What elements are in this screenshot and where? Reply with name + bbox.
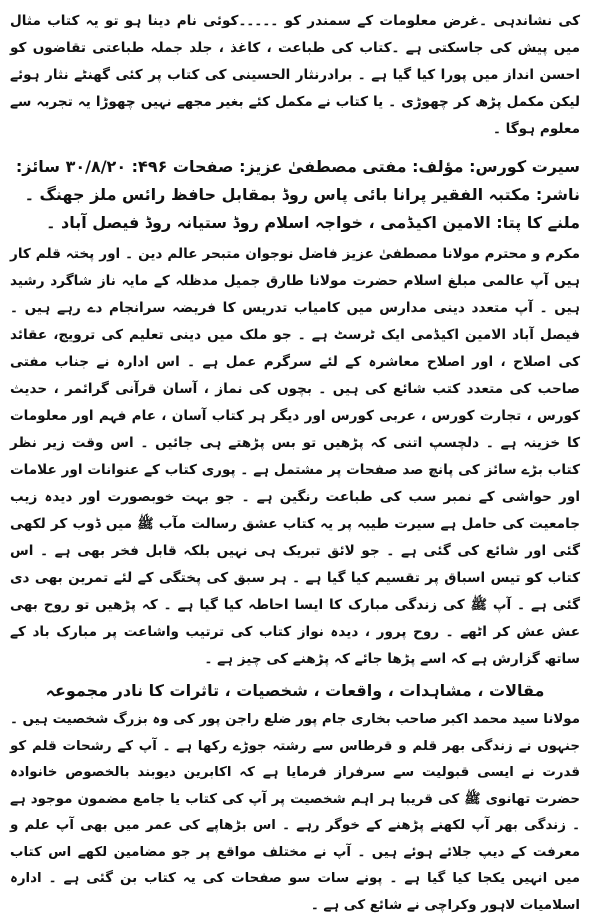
book-title-heading: مقالات ، مشاہدات ، واقعات ، شخصیات ، تاثرات کا نادر مجموعہ: [45, 681, 545, 700]
paragraph-seerat-review: مکرم و محترم مولانا مصطفیٰ عزیز فاضل نوجوان متبحر عالم دین ۔ اور پختہ قلم کار ہیں آپ عالمی مبلغ اسلام حضرت مولانا طارق جمیل مدظلہ کے مایہ ناز شاگرد رشید ہیں ۔ آپ متعدد دینی مدارس میں کامیاب تدریس کا فریضہ سرانجام دے رہے ہیں ۔ فیصل آباد الامین اکیڈمی ایک ٹرسٹ ہے ۔ جو ملک میں دینی تعلیم کی ترویج، عقائد کی اصلاح ، اور اصلاح معاشرہ کے لئے سرگرم عمل ہے ۔ اس ادارہ نے جناب مفتی صاحب کی متعدد کتب شائع کی ہیں ۔ بچوں کی نماز ، آسان قرآنی گرائمر ، حدیث کورس ، تجارت کورس ، عربی کورس اور دیگر ہر کتاب آسان ، عام فہم اور معلومات کا خزینہ ہے ۔ دلچسپ اتنی کہ پڑھیں تو بس پڑھتے ہی جائیں ۔ اس وقت زیر نظر کتاب بڑے سائز کی پانچ صد صفحات پر مشتمل ہے ۔ پوری کتاب کے عنوانات اور علامات اور حواشی کے نمبر سب کی طباعت رنگین ہے ۔ جو بہت خوبصورت اور دیدہ زیب جامعیت کی حامل ہے سیرت طیبہ پر یہ کتاب عشق رسالت مآب ﷺ میں ڈوب کر لکھی گئی اور شائع کی گئی ہے ۔ جو لائق تبریک ہی نہیں بلکہ قابل فخر بھی ہے ۔ اس کتاب کو تیس اسباق پر تقسیم کیا گیا ہے ۔ ہر سبق کی پختگی کے لئے تمرین بھی دی گئی ہے ۔ آپ ﷺ کی زندگی مبارک کا ایسا احاطہ کیا گیا ہے ۔ کہ پڑھیں تو روح بھی عش عش کر اٹھے ۔ روح پرور ، دیدہ نواز کتاب کی ترتیب واشاعت پر مبارک باد کے ساتھ گزارش ہے کہ اسے پڑھا جائے کہ پڑھنے کی چیز ہے ۔: [10, 246, 580, 667]
paragraph-maqalat-review: مولانا سید محمد اکبر صاحب بخاری جام پور ضلع راجن پور کی وہ بزرگ شخصیت ہیں ۔ جنہوں نے زندگی بھر قلم و قرطاس سے رشتہ جوڑے رکھا ہے ۔ آپ کے رشحات قلم کو قدرت نے ایسی قبولیت سے سرفراز فرمایا ہے کہ اکابرین دیوبند بالخصوص خانوادہ حضرت تھانوی ﷺ کی قریبا ہر اہم شخصیت پر آپ کی کتاب یا جامع مضمون موجود ہے ۔ زندگی بھر آپ لکھنے پڑھنے کے خوگر رہے ۔ اس بڑھاپے کی عمر میں بھی آپ علم و معرفت کے دیپ جلائے ہوئے ہیں ۔ آپ نے مختلف مواقع پر جو مضامین لکھے اس کتاب میں انہیں یکجا کیا گیا ہے ۔ پونے سات سو صفحات کی یہ کتاب بن گئی ہے ۔ ادارہ اسلامیات لاہور وکراچی نے شائع کی ہے ۔: [10, 712, 580, 913]
book-info-heading: سیرت کورس: مؤلف: مفتی مصطفیٰ عزیز: صفحات ۴۹۶: ۳۰/۸/۲۰ سائز: ناشر: مکتبہ الفقیر پرانا بائی پاس روڈ بمقابل حافظ رائس ملز جھنگ ۔ ملنے کا پتا: الامین اکیڈمی ، خواجہ اسلام روڈ ستیانہ روڈ فیصل آباد ۔: [15, 157, 580, 232]
paragraph-intro: کی نشاندہی ۔غرض معلومات کے سمندر کو ۔۔۔۔۔کوئی نام دینا ہو تو یہ کتاب مثال میں پیش کی جاسکتی ہے ۔کتاب کی طباعت ، کاغذ ، جلد جملہ طباعتی تقاضوں کو احسن انداز میں پورا کیا گیا ہے ۔ برادرنثار الحسینی کی کتاب پر کئی گھنٹے نثار ہوئے لیکن مکمل پڑھ کر چھوڑی ۔ یا کتاب نے مکمل کئے بغیر مجھے نہیں چھوڑا یہ تجربہ سے معلوم ہوگا ۔: [10, 13, 580, 137]
